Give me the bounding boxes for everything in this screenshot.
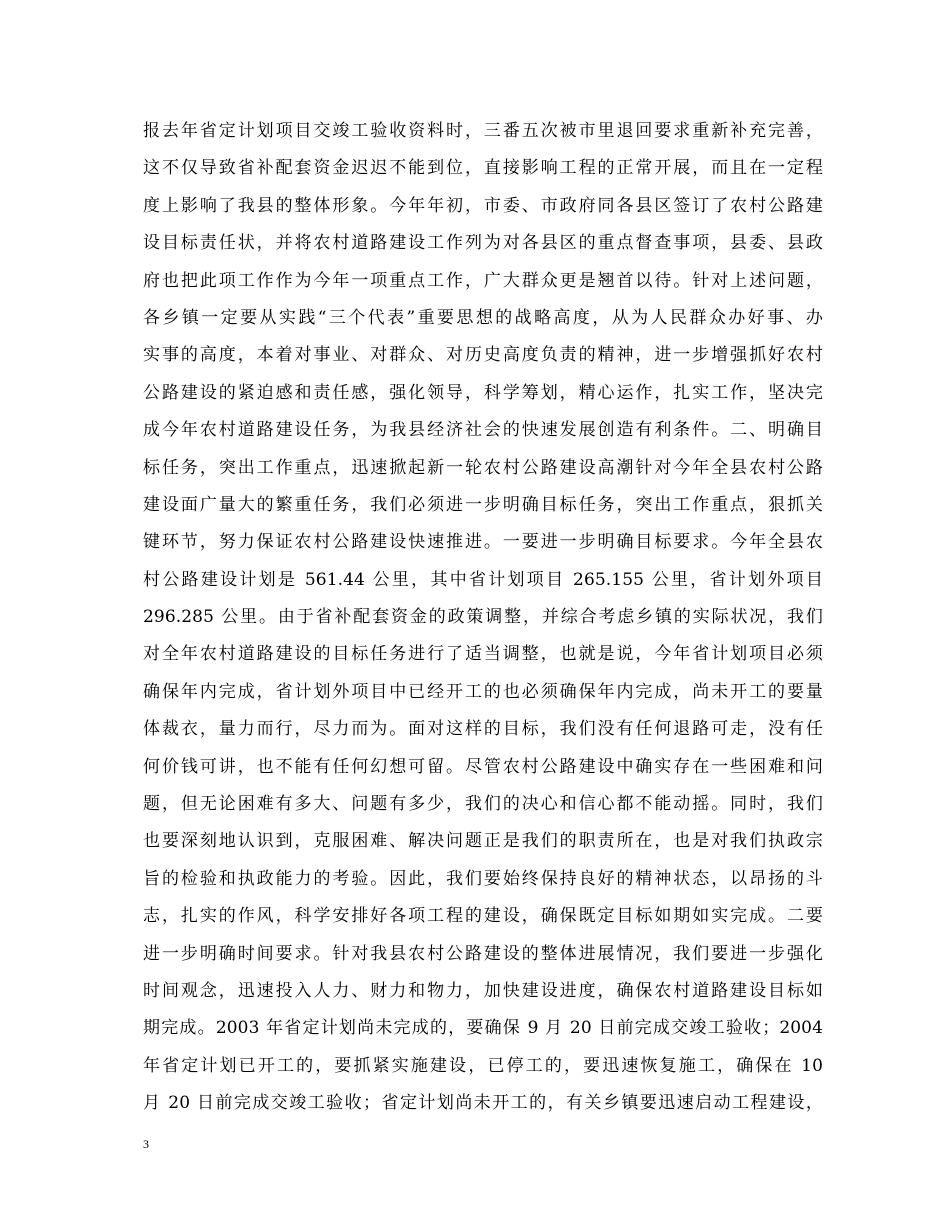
body-text <box>143 113 823 1123</box>
text-line: 键环节，努力保证农村公路建设快速推进。一要进一步明确目标要求。今年全县农 <box>143 532 823 553</box>
text-line: 确保年内完成，省计划外项目中已经开工的也必须确保年内完成，尚未开工的要量 <box>143 681 823 702</box>
text-line: 月 20 日前完成交竣工验收；省定计划尚未开工的，有关乡镇要迅速启动工程建设， <box>143 1093 823 1114</box>
page-number: 3 <box>143 1137 149 1151</box>
text-line: 期完成。2003 年省定计划尚未完成的，要确保 9 月 20 日前完成交竣工验收；2004 <box>143 1018 823 1039</box>
text-line: 时间观念，迅速投入人力、财力和物力，加快建设进度，确保农村道路建设目标如 <box>143 980 823 1001</box>
text-line: 建设面广量大的繁重任务，我们必须进一步明确目标任务，突出工作重点，狠抓关 <box>143 494 823 515</box>
text-line: 体裁衣，量力而行，尽力而为。面对这样的目标，我们没有任何退路可走，没有任 <box>143 719 823 740</box>
text-line: 实事的高度，本着对事业、对群众、对历史高度负责的精神，进一步增强抓好农村 <box>143 345 823 366</box>
text-line: 设目标责任状，并将农村道路建设工作列为对各县区的重点督查事项，县委、县政 <box>143 233 823 254</box>
text-line: 题，但无论困难有多大、问题有多少，我们的决心和信心都不能动摇。同时，我们 <box>143 794 823 815</box>
text-line: 村公路建设计划是 561.44 公里，其中省计划项目 265.155 公里，省计划外项目 <box>143 569 823 590</box>
text-line: 志，扎实的作风，科学安排好各项工程的建设，确保既定目标如期如实完成。二要 <box>143 906 823 927</box>
text-line: 旨的检验和执政能力的考验。因此，我们要始终保持良好的精神状态，以昂扬的斗 <box>143 868 823 889</box>
text-line: 成今年农村道路建设任务，为我县经济社会的快速发展创造有利条件。二、明确目 <box>143 420 823 441</box>
text-line: 标任务，突出工作重点，迅速掀起新一轮农村公路建设高潮针对今年全县农村公路 <box>143 457 823 478</box>
text-line: 何价钱可讲，也不能有任何幻想可留。尽管农村公路建设中确实存在一些困难和问 <box>143 756 823 777</box>
text-line: 年省定计划已开工的，要抓紧实施建设，已停工的，要迅速恢复施工，确保在 10 <box>143 1055 823 1076</box>
text-line: 各乡镇一定要从实践“三个代表”重要思想的战略高度，从为人民群众办好事、办 <box>143 307 823 328</box>
text-line: 296.285 公里。由于省补配套资金的政策调整，并综合考虑乡镇的实际状况，我们 <box>143 607 823 628</box>
text-line: 公路建设的紧迫感和责任感，强化领导，科学筹划，精心运作，扎实工作，坚决完 <box>143 382 823 403</box>
text-line: 度上影响了我县的整体形象。今年年初，市委、市政府同各县区签订了农村公路建 <box>143 195 823 216</box>
text-line: 这不仅导致省补配套资金迟迟不能到位，直接影响工程的正常开展，而且在一定程 <box>143 158 823 179</box>
text-line: 报去年省定计划项目交竣工验收资料时，三番五次被市里退回要求重新补充完善， <box>143 121 823 141</box>
text-line: 对全年农村道路建设的目标任务进行了适当调整，也就是说，今年省计划项目必须 <box>143 644 823 665</box>
text-line: 进一步明确时间要求。针对我县农村公路建设的整体进展情况，我们要进一步强化 <box>143 943 823 964</box>
text-line: 也要深刻地认识到，克服困难、解决问题正是我们的职责所在，也是对我们执政宗 <box>143 831 823 852</box>
text-line: 府也把此项工作作为今年一项重点工作，广大群众更是翘首以待。针对上述问题， <box>143 270 823 291</box>
